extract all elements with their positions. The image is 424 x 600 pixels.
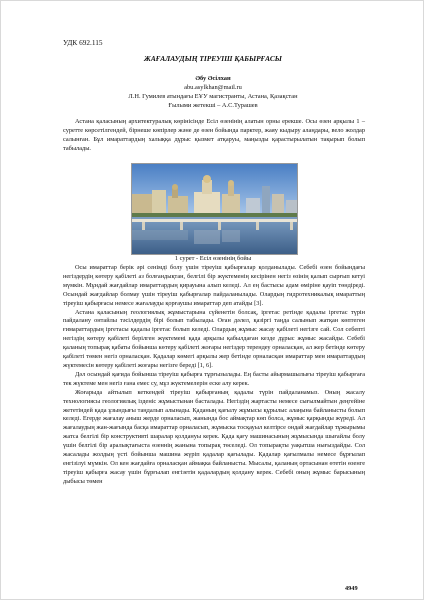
author-affiliation: Л.Н. Гумилев атындағы ЕҰУ магистранты, Астана, Қазақстан bbox=[128, 93, 298, 100]
main-body bbox=[63, 264, 365, 487]
intro-paragraph bbox=[63, 118, 365, 154]
body-paragraph: Дәл осындай қағида бойынша тіреуіш қабырға тұрғызылады. Ең басты айырмашылығы тіреуіш қабырғаға тек жүктеме мен негіз ғана емес су, мұз жүктемелерін еске алу керек. bbox=[63, 370, 365, 387]
body-paragraph: Жоғарыда айтылып кеткендей тіреуіш қабырғаның қадалы түрін пайдаланамыз. Оның жасалу технологиясы геологиялық ізденіс жұмыстынан басталады. Негіздің жартасты немесе сығылмайтын деңгейіне жететіндей қада ұзындығы таңдалып алынады. Қаданың қағылу жұмысы құрылыс алаңына байланысты болып келеді. Егерде жағалау аныш жерде орналасып, жанында бос аймақтар көп болса, жұмыс қарқынды жүреді. Ал жағалаудың жан-жағында басқа имараттар орналасып, жұмыска тосқауыл келтірсе ондай жағдайлар тұжырымы жатса белгілі бір конструктивті шаралар қолдануы керек. Қада қағу машинасының жұмысында шығайлы болу үшін белгілі бір аралықтағыста өзеннің жанына топырақ төселеді. Ол топырақты уақытша нығыздайды. Сол жасалады жолдың үсті бойынша машина жүріп қадалар қағылады. Қадалар қағылмалы немесе бұрғылап енгізілуі мүмкін. Ол кен жағдайға орналасқан аймақка байланысты. Мысалы, қаланың ортасынан өтетін өзенге тіреуіш қабырға жасау үшін бұрғылап енгізетін қадалардың қолдану керек. Себебі оның жұмыс барысының дыбысы төмен bbox=[63, 388, 365, 485]
udc-code: УДК 692.115 bbox=[63, 38, 103, 47]
body-paragraph: Астана қаласының геологиялық жұмыстарына сүйенетін болсақ, іргетас ретінде қадалы іргетас түрін пайдалану онтайлы тәсілдердің бірі болып табылады. Оған дәлел, қазіргі таңда салынып жатқан көптеген ғимараттардың іргетасы қадалы іргетас болып келеді. Олардың жұмыс жасау қабілеті негізге сай. Сол себепті негіздің көтеру қабілеті берілген жүктемені қада арқылы қабылдаған кезде дұрыс жұмыс жасайды. Себебі қаланың топырақ қабаты бойынша көтеру қабілеті жоғары негіздер терендеу орналасқан, ал жер бетінде көтеру қабілеті төмен негіз орналасқан. Қадалар көмегі арқылы жер бетінде орналасқан имараттар мен имараттардың жүктемесін көтеру қабілеті жоғары негізге береді [1, 6]. bbox=[63, 308, 365, 369]
figure-1-photo bbox=[131, 163, 298, 255]
page-number: 4949 bbox=[345, 585, 358, 592]
figure-1-caption: 1 сурет - Есіл өзенінің бойы bbox=[174, 255, 252, 262]
paper-title: ЖАҒАЛАУДЫҢ ТІРЕУІШ ҚАБЫРҒАСЫ bbox=[144, 54, 282, 63]
body-paragraph: Осы имараттар берік әрі сенімді болу үшін тіреуіш қабырғалар қолданылады. Себебі өзен бойындағы негіздердің көтеру қабілеті аз болғандықтан, белгілі бір жүктеменің кесірінен негіз өзінің қалып сырғып кетуі мүмкін. Мұндай жағдайлар имараттардың қирауына алып келеді. Ал ең бастысы адам өміріне қауіп төндіреді. Осындай жағдайлар болмау үшін тіреуіш қабырғалар пайдаланылады. Олардың гидротехникалық имараттың тіреуіш қабырғасы немесе жағалауды қорғаушы имараттар деп атайды [3]. bbox=[63, 264, 365, 307]
author-email: abu.asylkhan@mail.ru bbox=[184, 84, 242, 91]
supervisor: Ғылыми жетекші – А.С.Турашев bbox=[168, 102, 258, 109]
river-photo-illustration bbox=[132, 164, 297, 254]
intro-text: Астана қаласының архитектуралық көрінісінде Есіл өзенінің алатын орны ерекше. Осы өзен арқылы 1 – суретте көрсетілгендей, бірнеше көпірлер және де өзен бойында парктер, жаяу кыдыру алаңдары, вело жолдар салынған. Бұл имараттардың халыққа дұрыс қызмет атқаруы, маңызды қарастырылатын тақырып болып табылады. bbox=[63, 118, 365, 152]
author-name: Әбу Әсілхан bbox=[195, 75, 231, 82]
